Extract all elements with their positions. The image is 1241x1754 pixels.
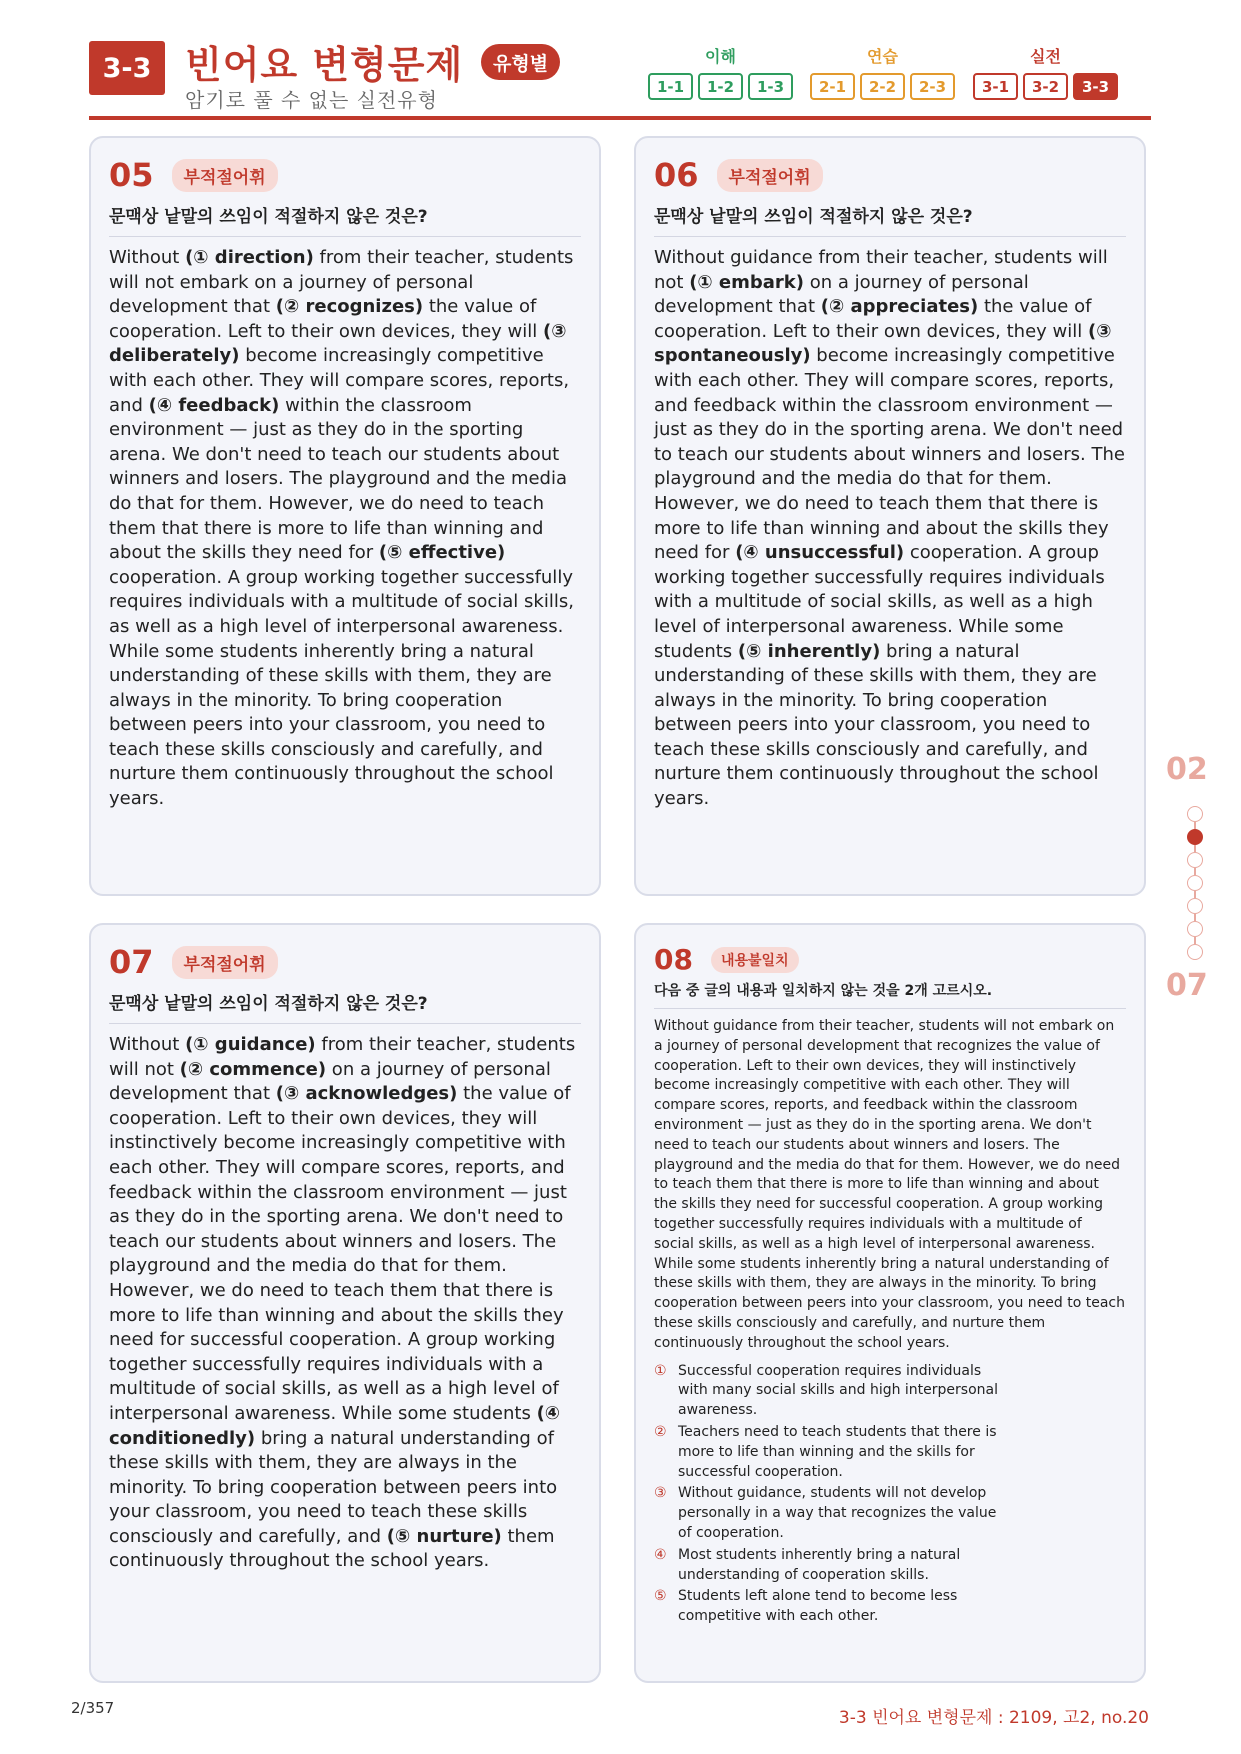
choice-marker: ① — [654, 1362, 667, 1379]
answer-choice[interactable] — [654, 1587, 1126, 1627]
question-passage: Without (① direction) from their teacher, students will not embark on a journey of personal development that (② recognizes) the value of cooperation. Left to their own devices, they will (③ deliberately) become increasingly competitive with each other. They will compare scores, reports, and (④ feedback) within the classroom environment — just as they do in the sporting arena. We don't need to teach our students about winners and losers. The playground and the media do that for them. However, we do need to teach them that there is more to life than winning and about the skills they need for (⑤ effective) cooperation. A group working together successfully requires individuals with a multitude of social skills, as well as a high level of interpersonal awareness. While some students inherently bring a natural understanding of these skills with them, they are always in the minority. To bring cooperation between peers into your classroom, you need to teach these skills consciously and carefully, and nurture them continuously throughout the school years. — [109, 247, 574, 810]
level-label: 실전 — [1030, 47, 1061, 66]
question-prompt: 문맥상 낱말의 쓰임이 적절하지 않은 것은? — [109, 202, 581, 237]
progress-connector — [1194, 891, 1196, 898]
choice-text: Without guidance, students will not develop personally in a way that recognizes the value of cooperation. — [678, 1485, 997, 1541]
question-number: 06 — [654, 156, 699, 194]
blank-word: (④ unsuccessful) — [735, 542, 905, 564]
question-card-08 — [634, 923, 1146, 1683]
choice-text: Teachers need to teach students that there is more to life than winning and the skills for successful cooperation. — [678, 1423, 997, 1480]
level-group-real — [973, 44, 1118, 100]
blank-word: (⑤ effective) — [378, 542, 506, 564]
blank-word: (③ acknowledges) — [275, 1083, 458, 1105]
progress-dot[interactable] — [1187, 875, 1203, 891]
blank-word: (① direction) — [185, 247, 314, 268]
level-button-2-1[interactable]: 2-1 — [810, 73, 855, 100]
level-button-1-3[interactable]: 1-3 — [748, 73, 793, 100]
blank-word: (① embark) — [689, 271, 805, 293]
answer-choices — [654, 1362, 1126, 1627]
level-button-3-1[interactable]: 3-1 — [973, 73, 1018, 100]
question-passage: Without guidance from their teacher, students will not embark on a journey of personal development that recognizes the value of cooperation. Left to their own devices, they will instinctively become increasingly competitive with each other. They will compare scores, reports, and feedback within the classroom environment — just as they do in the sporting arena. We don't need to teach our students about winners and losers. The playground and the media do that for them. However, we do need to teach them that there is more to life than winning and about the skills they need for successful cooperation. A group working together successfully requires individuals with a multitude of social skills, as well as a high level of interpersonal awareness. While some students inherently bring a natural understanding of these skills with them, they are always in the minority. To bring cooperation between peers into your classroom, you need to teach these skills consciously and carefully, and nurture them continuously throughout the school years. — [654, 1018, 1125, 1351]
question-passage: Without (① guidance) from their teacher, students will not (② commence) on a journey of personal development that (③ acknowledges) the value of cooperation. Left to their own devices, they will instinctively become increasingly competitive with each other. They will compare scores, reports, and feedback within the classroom environment — just as they do in the sporting arena. We don't need to teach our students about winners and losers. The playground and the media do that for them. However, we do need to teach them that there is more to life than winning and about the skills they need for successful cooperation. A group working together successfully requires individuals with a multitude of social skills, as well as a high level of interpersonal awareness. While some students (④ conditionedly) bring a natural understanding of these skills with them, they are always in the minority. To bring cooperation between peers into your classroom, you need to teach these skills consciously and carefully, and (⑤ nurture) them continuously throughout the school years. — [109, 1034, 576, 1572]
progress-dot[interactable] — [1187, 806, 1203, 822]
progress-connector — [1194, 914, 1196, 921]
progress-dot[interactable] — [1187, 829, 1203, 845]
question-type-tag: 부적절어휘 — [717, 159, 823, 192]
progress-connector — [1194, 822, 1196, 829]
choice-marker: ⑤ — [654, 1588, 667, 1605]
level-button-3-2[interactable]: 3-2 — [1023, 73, 1068, 100]
section-badge: 3-3 — [89, 41, 165, 95]
blank-word: (② commence) — [179, 1058, 327, 1080]
progress-dot[interactable] — [1187, 944, 1203, 960]
level-button-1-2[interactable]: 1-2 — [698, 73, 743, 100]
level-label: 이해 — [705, 47, 736, 66]
blank-word: (① guidance) — [185, 1034, 316, 1055]
answer-choice[interactable] — [654, 1423, 1126, 1482]
question-number: 07 — [109, 943, 154, 981]
progress-dot[interactable] — [1187, 898, 1203, 914]
question-prompt: 문맥상 낱말의 쓰임이 적절하지 않은 것은? — [654, 202, 1126, 237]
question-card-05 — [89, 136, 601, 896]
level-button-2-2[interactable]: 2-2 — [860, 73, 905, 100]
level-button-1-1[interactable]: 1-1 — [648, 73, 693, 100]
level-group-understand — [648, 44, 793, 100]
question-type-tag: 부적절어휘 — [172, 159, 278, 192]
progress-connector — [1194, 937, 1196, 944]
blank-word: (⑤ inherently) — [737, 640, 881, 662]
blank-word: (④ feedback) — [148, 394, 280, 416]
question-card-06 — [634, 136, 1146, 896]
choice-text: Most students inherently bring a natural understanding of cooperation skills. — [678, 1546, 961, 1583]
blank-word: (② recognizes) — [275, 296, 424, 318]
progress-connector — [1194, 868, 1196, 875]
side-nav-progress — [1184, 806, 1208, 960]
source-citation: 3-3 빈어요 변형문제 : 2109, 고2, no.20 — [838, 1708, 1149, 1728]
progress-dot[interactable] — [1187, 852, 1203, 868]
level-group-practice — [810, 44, 955, 100]
question-type-tag: 내용불일치 — [711, 947, 799, 973]
question-prompt: 다음 중 글의 내용과 일치하지 않는 것을 2개 고르시오. — [654, 980, 1126, 1009]
progress-dot[interactable] — [1187, 921, 1203, 937]
answer-choice[interactable] — [654, 1362, 1126, 1421]
choice-marker: ③ — [654, 1485, 667, 1502]
question-type-tag: 부적절어휘 — [172, 946, 278, 979]
choice-text: Students left alone tend to become less competitive with each other. — [678, 1588, 958, 1625]
choice-text: Successful cooperation requires individuals with many social skills and high interpersonal awareness. — [678, 1362, 998, 1419]
blank-word: (② appreciates) — [820, 296, 979, 318]
header-divider — [89, 116, 1151, 120]
blank-word: (③ spontaneously) — [654, 320, 1112, 367]
page-title: 빈어요 변형문제 — [185, 43, 464, 87]
answer-choice[interactable] — [654, 1484, 1126, 1543]
question-passage: Without guidance from their teacher, students will not (① embark) on a journey of personal development that (② appreciates) the value of cooperation. Left to their own devices, they will (③ spontaneously) become increasingly competitive with each other. They will compare scores, reports, and feedback within the classroom environment — just as they do in the sporting arena. We don't need to teach our students about winners and losers. The playground and the media do that for them. However, we do need to teach them that there is more to life than winning and about the skills they need for (④ unsuccessful) cooperation. A group working together successfully requires individuals with a multitude of social skills, as well as a high level of interpersonal awareness. While some students (⑤ inherently) bring a natural understanding of these skills with them, they are always in the minority. To bring cooperation between peers into your classroom, you need to teach these skills consciously and carefully, and nurture them continuously throughout the school years. — [654, 247, 1125, 810]
level-button-3-3[interactable]: 3-3 — [1073, 73, 1118, 100]
answer-choice[interactable] — [654, 1546, 1126, 1586]
blank-word: (④ conditionedly) — [109, 1402, 561, 1449]
level-label: 연습 — [867, 47, 898, 66]
question-number: 05 — [109, 156, 154, 194]
side-nav-start-number: 02 — [1166, 752, 1208, 787]
blank-word: (⑤ nurture) — [386, 1525, 502, 1547]
page-number: 2/357 — [71, 1699, 115, 1717]
level-button-2-3[interactable]: 2-3 — [910, 73, 955, 100]
question-prompt: 문맥상 낱말의 쓰임이 적절하지 않은 것은? — [109, 989, 581, 1024]
progress-connector — [1194, 845, 1196, 852]
choice-marker: ② — [654, 1423, 667, 1440]
question-number: 08 — [654, 943, 693, 976]
page-subtitle: 암기로 풀 수 없는 실전유형 — [185, 88, 438, 112]
question-card-07 — [89, 923, 601, 1683]
blank-word: (③ deliberately) — [109, 320, 567, 367]
side-nav-end-number: 07 — [1166, 968, 1208, 1003]
choice-marker: ④ — [654, 1546, 667, 1563]
type-tag: 유형별 — [481, 44, 560, 80]
